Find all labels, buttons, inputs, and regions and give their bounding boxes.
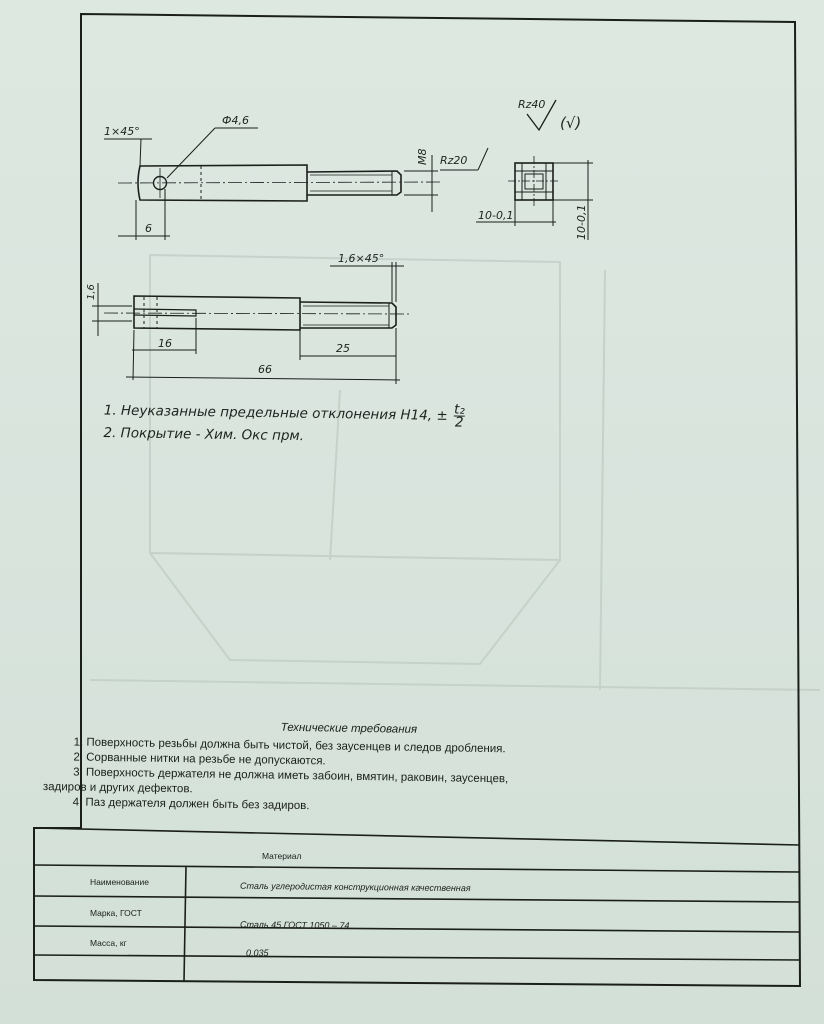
drawing-notes — [103, 398, 524, 450]
nut-width-label: 10-0,1 — [478, 209, 514, 222]
thread-length-label: 25 — [336, 342, 350, 355]
tech-item: 3. Поверхность держателя не должна иметь забоин, вмятин, раковин, заусенцев, — [73, 766, 509, 786]
roughness-thread-label: Rz20 — [440, 154, 468, 167]
tech-item: 1. Поверхность резьбы должна быть чистой, без заусенцев и следов дробления. — [73, 736, 506, 756]
grade-value: Сталь 45 ГОСТ 1050 – 74 — [239, 919, 350, 931]
fraction-numerator: t₂ — [453, 401, 465, 418]
note-1: 1. Неуказанные предельные отклонения H14, ± — [103, 402, 448, 424]
slot-length-label: 16 — [158, 337, 172, 350]
tech-requirements-title: Технические требования — [280, 721, 418, 736]
holder-top-view — [118, 165, 440, 201]
tech-item: 2. Сорванные нитки на резьбе не допускаются. — [73, 751, 326, 768]
tech-item: задиров и других дефектов. — [42, 780, 193, 796]
note-fraction — [453, 401, 465, 431]
roughness-extra-label: (√) — [560, 114, 582, 132]
tech-item: 4. Паз держателя должен быть без задиров. — [72, 796, 310, 813]
grade-label: Марка, ГОСТ — [90, 908, 142, 918]
technical-requirements — [43, 718, 614, 819]
name-label: Наименование — [90, 877, 149, 887]
top-chamfer-label: 1×45° — [104, 125, 140, 138]
total-length-label: 66 — [258, 363, 272, 376]
side-view-dimension-lines — [92, 262, 404, 384]
material-header: Материал — [262, 851, 302, 861]
show-through-ghost — [90, 255, 820, 690]
top-view-dimension-lines — [104, 128, 488, 240]
mass-label: Масса, кг — [90, 938, 127, 948]
fraction-denominator: 2 — [454, 414, 464, 431]
note-2: 2. Покрытие - Хим. Окс прм. — [103, 424, 305, 445]
nut-height-label: 10-0,1 — [575, 204, 588, 240]
thread-label: М8 — [416, 148, 429, 165]
slot-width-label: 1,6 — [86, 284, 97, 300]
nut-view — [508, 156, 560, 206]
hole-diameter-label: Ф4,6 — [222, 114, 249, 127]
title-block-grid — [34, 828, 800, 982]
roughness-general-label: Rz40 — [518, 98, 546, 111]
bottom-chamfer-label: 1,6×45° — [338, 252, 385, 265]
top-length-label: 6 — [145, 222, 152, 235]
name-value: Сталь углеродистая конструкционная качественная — [239, 880, 471, 894]
mass-value: 0,035 — [246, 948, 269, 958]
